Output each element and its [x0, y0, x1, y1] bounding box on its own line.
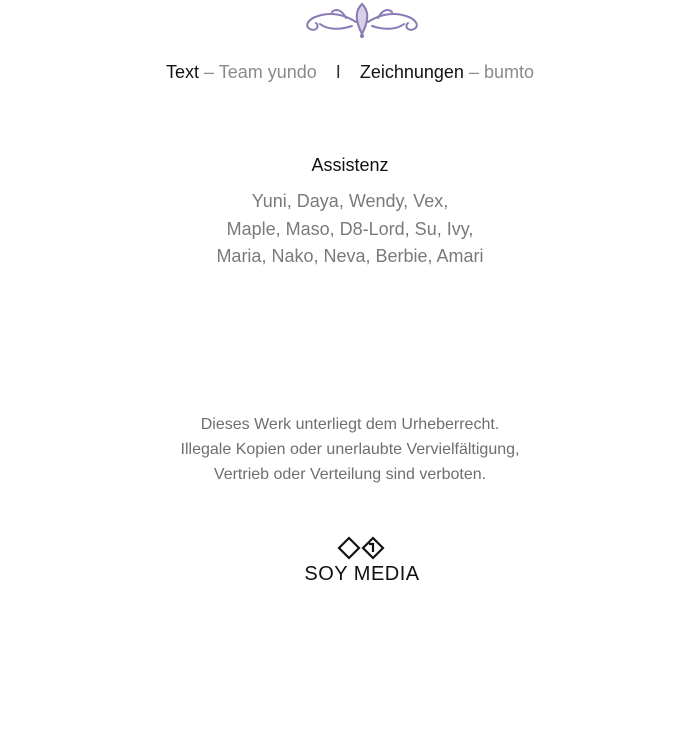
- copyright-line: Illegale Kopien oder unerlaubte Vervielfältigung,: [180, 441, 520, 458]
- assistance-line: Maria, Nako, Neva, Berbie, Amari: [216, 246, 484, 266]
- assistance-line: Maple, Maso, D8-Lord, Su, Ivy,: [226, 218, 474, 239]
- ornament-flourish-icon: [296, 0, 428, 40]
- logo-diamond-icon: [336, 535, 386, 561]
- credits-separator: I: [335, 62, 341, 82]
- assistance-names: [0, 188, 700, 271]
- assistance-line: Yuni, Daya, Wendy, Vex,: [251, 191, 449, 211]
- text-role-label: Text: [165, 62, 199, 82]
- copyright-line: Dieses Werk unterliegt dem Urheberrecht.: [200, 416, 500, 433]
- art-dash: –: [468, 62, 479, 82]
- text-dash: –: [204, 62, 215, 82]
- art-role-label: Zeichnungen: [359, 62, 464, 82]
- logo-text: SOY MEDIA: [304, 563, 420, 585]
- publisher-logo: [300, 535, 424, 589]
- copyright-line: Vertrieb oder Verteilung sind verboten.: [213, 466, 487, 483]
- credits-line: [0, 62, 700, 83]
- art-author-name: bumto: [483, 62, 534, 82]
- copyright-notice: [0, 412, 700, 487]
- assistance-title: Assistenz: [311, 155, 389, 175]
- text-author-name: Team yundo: [218, 62, 317, 82]
